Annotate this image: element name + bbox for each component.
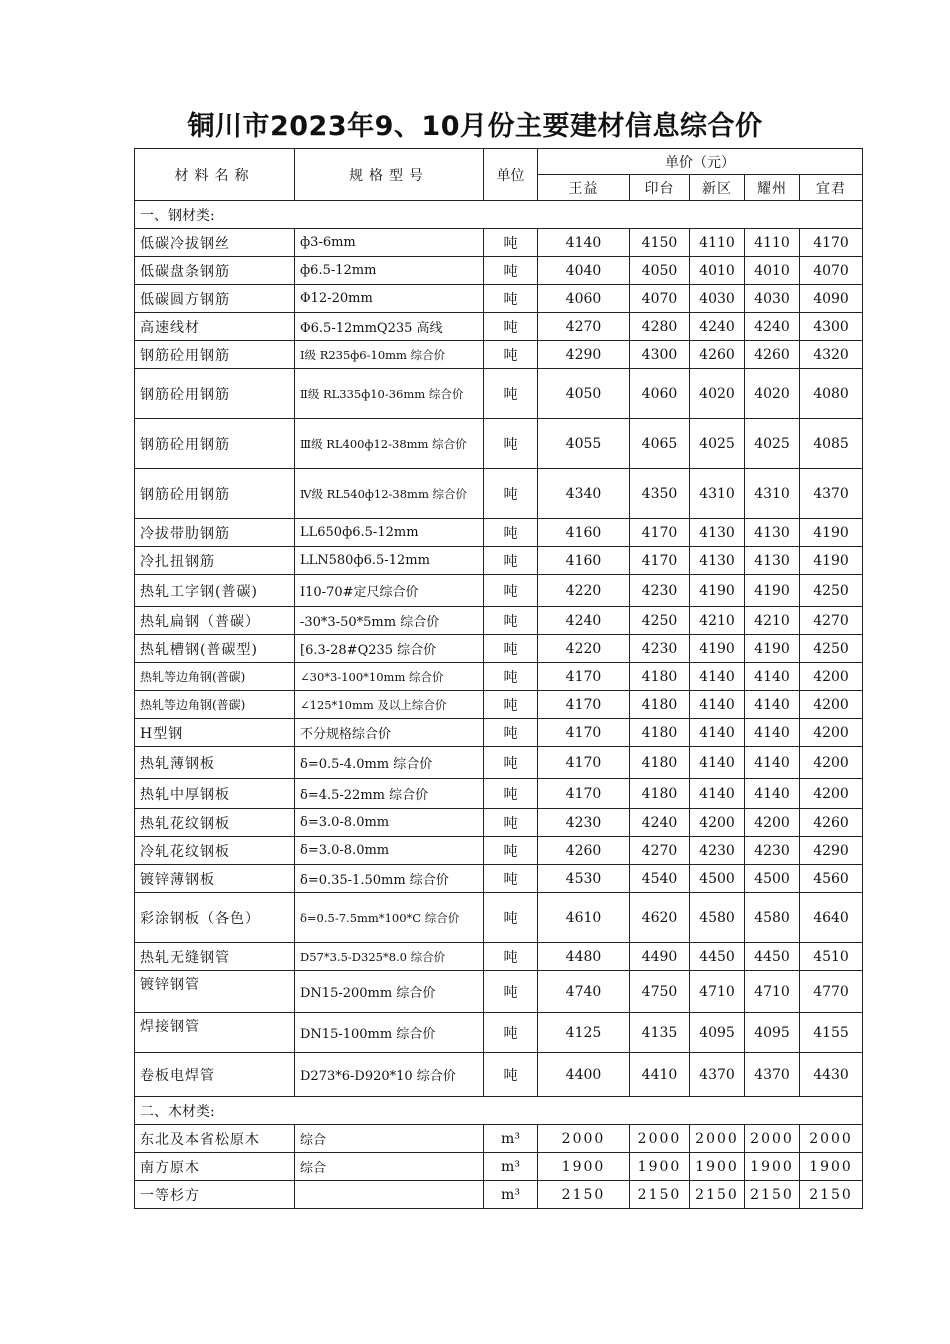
- material-name: 彩涂钢板（各色）: [135, 893, 295, 943]
- material-spec: ф6.5-12mm: [295, 257, 484, 285]
- price-cell: 4140: [745, 779, 800, 809]
- material-name: 钢筋砼用钢筋: [135, 369, 295, 419]
- table-row: [135, 971, 863, 1013]
- material-spec: [6.3-28#Q235 综合价: [295, 635, 484, 663]
- price-cell: 4210: [690, 607, 745, 635]
- material-name: H型钢: [135, 719, 295, 747]
- price-cell: 4125: [538, 1013, 630, 1053]
- table-row: [135, 719, 863, 747]
- price-cell: 2000: [630, 1125, 690, 1153]
- material-spec: 综合: [295, 1125, 484, 1153]
- page-title: 铜川市2023年9、10月份主要建材信息综合价: [187, 111, 763, 142]
- price-cell: 4080: [800, 369, 863, 419]
- table-row: [135, 285, 863, 313]
- material-unit: 吨: [484, 257, 538, 285]
- material-spec: Ⅳ级 RL540ф12-38mm 综合价: [295, 469, 484, 519]
- price-cell: 4155: [800, 1013, 863, 1053]
- material-name: 热轧等边角钢(普碳): [135, 691, 295, 719]
- price-cell: 4260: [538, 837, 630, 865]
- price-cell: 4040: [538, 257, 630, 285]
- material-name: 焊接钢管: [135, 1013, 295, 1053]
- material-spec: ф3-6mm: [295, 229, 484, 257]
- material-spec: Ⅰ级 R235ф6-10mm 综合价: [295, 341, 484, 369]
- material-spec: -30*3-50*5mm 综合价: [295, 607, 484, 635]
- material-unit: 吨: [484, 469, 538, 519]
- material-unit: 吨: [484, 943, 538, 971]
- price-cell: 4010: [690, 257, 745, 285]
- section-label: 一、钢材类:: [135, 201, 863, 229]
- price-cell: 4250: [800, 635, 863, 663]
- price-cell: 4230: [630, 575, 690, 607]
- material-unit: 吨: [484, 691, 538, 719]
- price-cell: 4580: [745, 893, 800, 943]
- header-region: 宜君: [800, 175, 863, 201]
- price-cell: 4410: [630, 1053, 690, 1097]
- price-cell: 4025: [690, 419, 745, 469]
- material-name: 钢筋砼用钢筋: [135, 469, 295, 519]
- material-name: 热轧中厚钢板: [135, 779, 295, 809]
- material-spec: δ=0.5-7.5mm*100*C 综合价: [295, 893, 484, 943]
- table-row: [135, 893, 863, 943]
- price-cell: 4140: [745, 747, 800, 779]
- table-row: [135, 837, 863, 865]
- price-cell: 4350: [630, 469, 690, 519]
- material-name: 热轧等边角钢(普碳): [135, 663, 295, 691]
- price-cell: 4055: [538, 419, 630, 469]
- price-cell: 4180: [630, 779, 690, 809]
- header-unit: 单位: [484, 149, 538, 201]
- price-cell: 1900: [630, 1153, 690, 1181]
- price-cell: 4110: [690, 229, 745, 257]
- table-row: [135, 1153, 863, 1181]
- price-cell: 4130: [690, 519, 745, 547]
- price-cell: 4290: [538, 341, 630, 369]
- material-name: 冷扎扭钢筋: [135, 547, 295, 575]
- material-spec: δ=4.5-22mm 综合价: [295, 779, 484, 809]
- price-cell: 4560: [800, 865, 863, 893]
- price-cell: 4430: [800, 1053, 863, 1097]
- table-row: [135, 607, 863, 635]
- table-row: [135, 469, 863, 519]
- material-unit: 吨: [484, 313, 538, 341]
- price-cell: 1900: [745, 1153, 800, 1181]
- table-row: [135, 341, 863, 369]
- table-row: [135, 229, 863, 257]
- material-name: 镀锌薄钢板: [135, 865, 295, 893]
- price-cell: 4180: [630, 747, 690, 779]
- price-cell: 4190: [800, 547, 863, 575]
- price-cell: 4450: [745, 943, 800, 971]
- material-spec: δ=0.35-1.50mm 综合价: [295, 865, 484, 893]
- price-cell: 1900: [800, 1153, 863, 1181]
- price-cell: 4060: [630, 369, 690, 419]
- price-cell: 4200: [800, 691, 863, 719]
- material-name: 低碳冷拔钢丝: [135, 229, 295, 257]
- table-row: [135, 1013, 863, 1053]
- price-cell: 4280: [630, 313, 690, 341]
- header-material-name: 材料名称: [135, 149, 295, 201]
- material-name: 冷轧花纹钢板: [135, 837, 295, 865]
- price-cell: 4480: [538, 943, 630, 971]
- price-cell: 4510: [800, 943, 863, 971]
- material-spec: Φ12-20mm: [295, 285, 484, 313]
- price-cell: 4200: [690, 809, 745, 837]
- section-row: [135, 1097, 863, 1125]
- material-name: 镀锌钢管: [135, 971, 295, 1013]
- price-cell: 4025: [745, 419, 800, 469]
- price-cell: 4290: [800, 837, 863, 865]
- price-table: [134, 148, 863, 1209]
- material-spec: D273*6-D920*10 综合价: [295, 1053, 484, 1097]
- table-row: [135, 943, 863, 971]
- price-cell: 4130: [690, 547, 745, 575]
- material-spec: ∠125*10mm 及以上综合价: [295, 691, 484, 719]
- material-spec: D57*3.5-D325*8.0 综合价: [295, 943, 484, 971]
- price-cell: 4230: [538, 809, 630, 837]
- price-cell: 4190: [745, 575, 800, 607]
- table-row: [135, 1125, 863, 1153]
- material-unit: 吨: [484, 893, 538, 943]
- material-unit: 吨: [484, 809, 538, 837]
- table-row: [135, 663, 863, 691]
- price-cell: 4170: [538, 691, 630, 719]
- material-unit: 吨: [484, 341, 538, 369]
- price-cell: 2150: [538, 1181, 630, 1209]
- material-name: 热轧无缝钢管: [135, 943, 295, 971]
- material-unit: 吨: [484, 547, 538, 575]
- price-cell: 4270: [800, 607, 863, 635]
- table-header: [135, 149, 863, 201]
- price-cell: 4050: [538, 369, 630, 419]
- price-cell: 4190: [745, 635, 800, 663]
- price-cell: 4110: [745, 229, 800, 257]
- price-cell: 4750: [630, 971, 690, 1013]
- price-cell: 4170: [538, 663, 630, 691]
- material-name: 低碳圆方钢筋: [135, 285, 295, 313]
- material-unit: 吨: [484, 575, 538, 607]
- price-cell: 4710: [690, 971, 745, 1013]
- price-cell: 4220: [538, 575, 630, 607]
- price-cell: 4310: [690, 469, 745, 519]
- price-cell: 4130: [745, 519, 800, 547]
- price-cell: 4050: [630, 257, 690, 285]
- material-unit: 吨: [484, 607, 538, 635]
- price-cell: 4170: [630, 519, 690, 547]
- price-cell: 4400: [538, 1053, 630, 1097]
- material-unit: 吨: [484, 519, 538, 547]
- table-row: [135, 547, 863, 575]
- price-cell: 4020: [690, 369, 745, 419]
- table-row: [135, 257, 863, 285]
- price-cell: 2150: [630, 1181, 690, 1209]
- price-cell: 4160: [538, 547, 630, 575]
- price-cell: 4200: [745, 809, 800, 837]
- price-cell: 4250: [630, 607, 690, 635]
- price-cell: 4180: [630, 691, 690, 719]
- table-row: [135, 419, 863, 469]
- material-unit: 吨: [484, 635, 538, 663]
- table-row: [135, 519, 863, 547]
- price-cell: 4230: [630, 635, 690, 663]
- price-cell: 4150: [630, 229, 690, 257]
- price-cell: 4090: [800, 285, 863, 313]
- material-name: 热轧工字钢(普碳): [135, 575, 295, 607]
- table-row: [135, 691, 863, 719]
- material-name: 热轧槽钢(普碳型): [135, 635, 295, 663]
- price-cell: 4200: [800, 747, 863, 779]
- price-cell: 4710: [745, 971, 800, 1013]
- price-cell: 4170: [630, 547, 690, 575]
- material-unit: 吨: [484, 747, 538, 779]
- header-unit-price: 单价（元）: [538, 149, 863, 175]
- material-spec: DN15-100mm 综合价: [295, 1013, 484, 1053]
- material-name: 热轧花纹钢板: [135, 809, 295, 837]
- price-cell: 4640: [800, 893, 863, 943]
- material-name: 热轧扁钢（普碳）: [135, 607, 295, 635]
- price-cell: 4240: [538, 607, 630, 635]
- price-cell: 4240: [630, 809, 690, 837]
- price-cell: 4020: [745, 369, 800, 419]
- price-cell: 4135: [630, 1013, 690, 1053]
- price-cell: 4095: [690, 1013, 745, 1053]
- price-cell: 4085: [800, 419, 863, 469]
- material-spec: 综合: [295, 1153, 484, 1181]
- price-cell: 4140: [745, 663, 800, 691]
- material-unit: m³: [484, 1125, 538, 1153]
- price-cell: 4490: [630, 943, 690, 971]
- price-cell: 2150: [690, 1181, 745, 1209]
- material-spec: δ=3.0-8.0mm: [295, 837, 484, 865]
- price-cell: 4310: [745, 469, 800, 519]
- material-unit: 吨: [484, 285, 538, 313]
- price-cell: 4250: [800, 575, 863, 607]
- price-cell: 4240: [745, 313, 800, 341]
- price-cell: 4065: [630, 419, 690, 469]
- material-name: 南方原木: [135, 1153, 295, 1181]
- price-cell: 4200: [800, 663, 863, 691]
- price-cell: 2000: [800, 1125, 863, 1153]
- price-cell: 4770: [800, 971, 863, 1013]
- price-cell: 4030: [690, 285, 745, 313]
- price-cell: 4340: [538, 469, 630, 519]
- section-label: 二、木材类:: [135, 1097, 863, 1125]
- table-row: [135, 635, 863, 663]
- table-row: [135, 779, 863, 809]
- section-row: [135, 201, 863, 229]
- price-cell: 4190: [690, 575, 745, 607]
- price-cell: 4610: [538, 893, 630, 943]
- price-cell: 4180: [630, 663, 690, 691]
- material-spec: 不分规格综合价: [295, 719, 484, 747]
- material-name: 冷拔带肋钢筋: [135, 519, 295, 547]
- price-cell: 4070: [630, 285, 690, 313]
- price-cell: 4500: [745, 865, 800, 893]
- price-cell: 4200: [800, 779, 863, 809]
- table-body: [135, 201, 863, 1209]
- price-cell: 4260: [690, 341, 745, 369]
- price-cell: 4140: [690, 691, 745, 719]
- price-cell: 1900: [538, 1153, 630, 1181]
- material-name: 高速线材: [135, 313, 295, 341]
- material-unit: 吨: [484, 719, 538, 747]
- material-spec: δ=0.5-4.0mm 综合价: [295, 747, 484, 779]
- table-row: [135, 575, 863, 607]
- table-row: [135, 865, 863, 893]
- price-cell: 4180: [630, 719, 690, 747]
- price-cell: 4580: [690, 893, 745, 943]
- price-cell: 4170: [800, 229, 863, 257]
- price-cell: 4190: [800, 519, 863, 547]
- material-name: 低碳盘条钢筋: [135, 257, 295, 285]
- material-unit: m³: [484, 1153, 538, 1181]
- price-cell: 4540: [630, 865, 690, 893]
- material-name: 钢筋砼用钢筋: [135, 419, 295, 469]
- price-cell: 2000: [745, 1125, 800, 1153]
- price-cell: 4140: [690, 779, 745, 809]
- material-name: 东北及本省松原木: [135, 1125, 295, 1153]
- header-region: 新区: [690, 175, 745, 201]
- material-unit: 吨: [484, 419, 538, 469]
- price-cell: 1900: [690, 1153, 745, 1181]
- material-name: 卷板电焊管: [135, 1053, 295, 1097]
- price-cell: 4140: [690, 663, 745, 691]
- price-cell: 4140: [745, 719, 800, 747]
- price-cell: 4450: [690, 943, 745, 971]
- material-name: 热轧薄钢板: [135, 747, 295, 779]
- material-unit: 吨: [484, 971, 538, 1013]
- material-spec: LLN580ф6.5-12mm: [295, 547, 484, 575]
- price-cell: 2150: [800, 1181, 863, 1209]
- material-unit: 吨: [484, 369, 538, 419]
- material-spec: Ⅰ10-70#定尺综合价: [295, 575, 484, 607]
- price-cell: 4030: [745, 285, 800, 313]
- price-cell: 4530: [538, 865, 630, 893]
- material-spec: δ=3.0-8.0mm: [295, 809, 484, 837]
- price-cell: 2000: [538, 1125, 630, 1153]
- price-cell: 4130: [745, 547, 800, 575]
- header-region: 耀州: [745, 175, 800, 201]
- material-unit: 吨: [484, 865, 538, 893]
- price-cell: 4260: [745, 341, 800, 369]
- material-name: 钢筋砼用钢筋: [135, 341, 295, 369]
- price-cell: 4210: [745, 607, 800, 635]
- material-unit: 吨: [484, 779, 538, 809]
- material-spec: [295, 1181, 484, 1209]
- material-unit: 吨: [484, 663, 538, 691]
- material-spec: DN15-200mm 综合价: [295, 971, 484, 1013]
- material-spec: Ⅲ级 RL400ф12-38mm 综合价: [295, 419, 484, 469]
- price-cell: 4170: [538, 779, 630, 809]
- price-cell: 4370: [690, 1053, 745, 1097]
- material-unit: 吨: [484, 837, 538, 865]
- header-region: 印台: [630, 175, 690, 201]
- table-row: [135, 809, 863, 837]
- material-name: 一等杉方: [135, 1181, 295, 1209]
- price-cell: 4170: [538, 719, 630, 747]
- price-cell: 4260: [800, 809, 863, 837]
- material-unit: m³: [484, 1181, 538, 1209]
- material-unit: 吨: [484, 1013, 538, 1053]
- price-cell: 4220: [538, 635, 630, 663]
- price-cell: 4140: [690, 747, 745, 779]
- price-cell: 4740: [538, 971, 630, 1013]
- price-cell: 4160: [538, 519, 630, 547]
- price-cell: 4240: [690, 313, 745, 341]
- material-unit: 吨: [484, 229, 538, 257]
- price-cell: 4060: [538, 285, 630, 313]
- header-spec: 规格型号: [295, 149, 484, 201]
- price-cell: 4140: [745, 691, 800, 719]
- price-cell: 4270: [630, 837, 690, 865]
- table-row: [135, 1053, 863, 1097]
- price-cell: 4370: [800, 469, 863, 519]
- material-spec: Φ6.5-12mmQ235 高线: [295, 313, 484, 341]
- price-cell: 4230: [745, 837, 800, 865]
- price-cell: 4095: [745, 1013, 800, 1053]
- price-cell: 2150: [745, 1181, 800, 1209]
- table-row: [135, 313, 863, 341]
- table-row: [135, 369, 863, 419]
- price-cell: 4230: [690, 837, 745, 865]
- material-spec: LL650ф6.5-12mm: [295, 519, 484, 547]
- header-region: 王益: [538, 175, 630, 201]
- price-cell: 4300: [630, 341, 690, 369]
- price-cell: 4140: [690, 719, 745, 747]
- material-unit: 吨: [484, 1053, 538, 1097]
- price-cell: 4170: [538, 747, 630, 779]
- price-cell: 4190: [690, 635, 745, 663]
- price-cell: 4010: [745, 257, 800, 285]
- price-cell: 4320: [800, 341, 863, 369]
- price-cell: 4070: [800, 257, 863, 285]
- price-cell: 4200: [800, 719, 863, 747]
- table-row: [135, 1181, 863, 1209]
- price-cell: 4370: [745, 1053, 800, 1097]
- material-spec: Ⅱ级 RL335ф10-36mm 综合价: [295, 369, 484, 419]
- price-cell: 2000: [690, 1125, 745, 1153]
- price-cell: 4140: [538, 229, 630, 257]
- price-cell: 4620: [630, 893, 690, 943]
- table-row: [135, 747, 863, 779]
- price-cell: 4300: [800, 313, 863, 341]
- price-cell: 4500: [690, 865, 745, 893]
- material-spec: ∠30*3-100*10mm 综合价: [295, 663, 484, 691]
- price-cell: 4270: [538, 313, 630, 341]
